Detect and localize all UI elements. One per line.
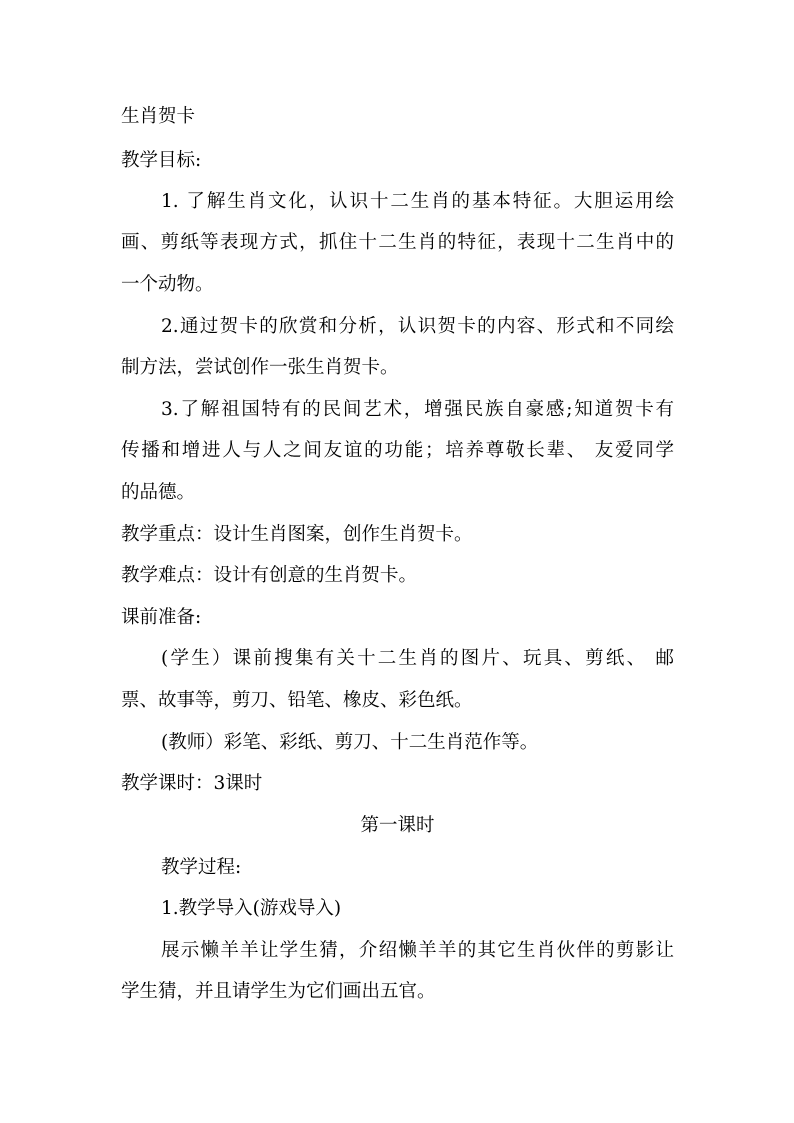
preparation-students-line-2: 票、故事等，剪刀、铅笔、橡皮、彩色纸。	[121, 690, 473, 711]
key-point: 教学重点：设计生肖图案，创作生肖贺卡。	[121, 524, 473, 545]
objective-2-line-1: 2.通过贺卡的欣赏和分析，认识贺卡的内容、形式和不同绘	[161, 316, 674, 337]
difficulty: 教学难点：设计有创意的生肖贺卡。	[121, 565, 418, 586]
preparation-students-line-1: (学生）课前搜集有关十二生肖的图片、玩具、剪纸、 邮	[161, 648, 674, 669]
objective-3-line-3: 的品德。	[121, 482, 196, 503]
preparation-teacher: (教师）彩笔、彩纸、剪刀、十二生肖范作等。	[161, 732, 539, 753]
objective-1-line-1: 1. 了解生肖文化，认识十二生肖的基本特征。大胆运用绘	[161, 191, 674, 212]
objective-3-line-2: 传播和增进人与人之间友谊的功能；培养尊敬长辈、 友爱同学	[121, 440, 674, 461]
step-1-heading: 1.教学导入(游戏导入)	[161, 898, 342, 919]
objective-1-line-2: 画、剪纸等表现方式，抓住十二生肖的特征，表现十二生肖中的	[121, 232, 674, 253]
class-hours: 教学课时：3课时	[121, 773, 263, 794]
objective-2-line-2: 制方法，尝试创作一张生肖贺卡。	[121, 357, 399, 378]
objective-3-line-1: 3.了解祖国特有的民间艺术，增强民族自豪感;知道贺卡有	[161, 399, 674, 420]
objectives-heading: 教学目标:	[121, 150, 202, 171]
document-title: 生肖贺卡	[121, 106, 196, 127]
process-heading: 教学过程:	[161, 857, 242, 878]
lesson-heading: 第一课时	[360, 815, 435, 836]
step-1-text-line-1: 展示懒羊羊让学生猜，介绍懒羊羊的其它生肖伙伴的剪影让	[161, 940, 674, 961]
objective-1-line-3: 一个动物。	[121, 274, 214, 295]
step-1-text-line-2: 学生猜，并且请学生为它们画出五官。	[121, 981, 436, 1002]
preparation-heading: 课前准备:	[121, 607, 202, 628]
